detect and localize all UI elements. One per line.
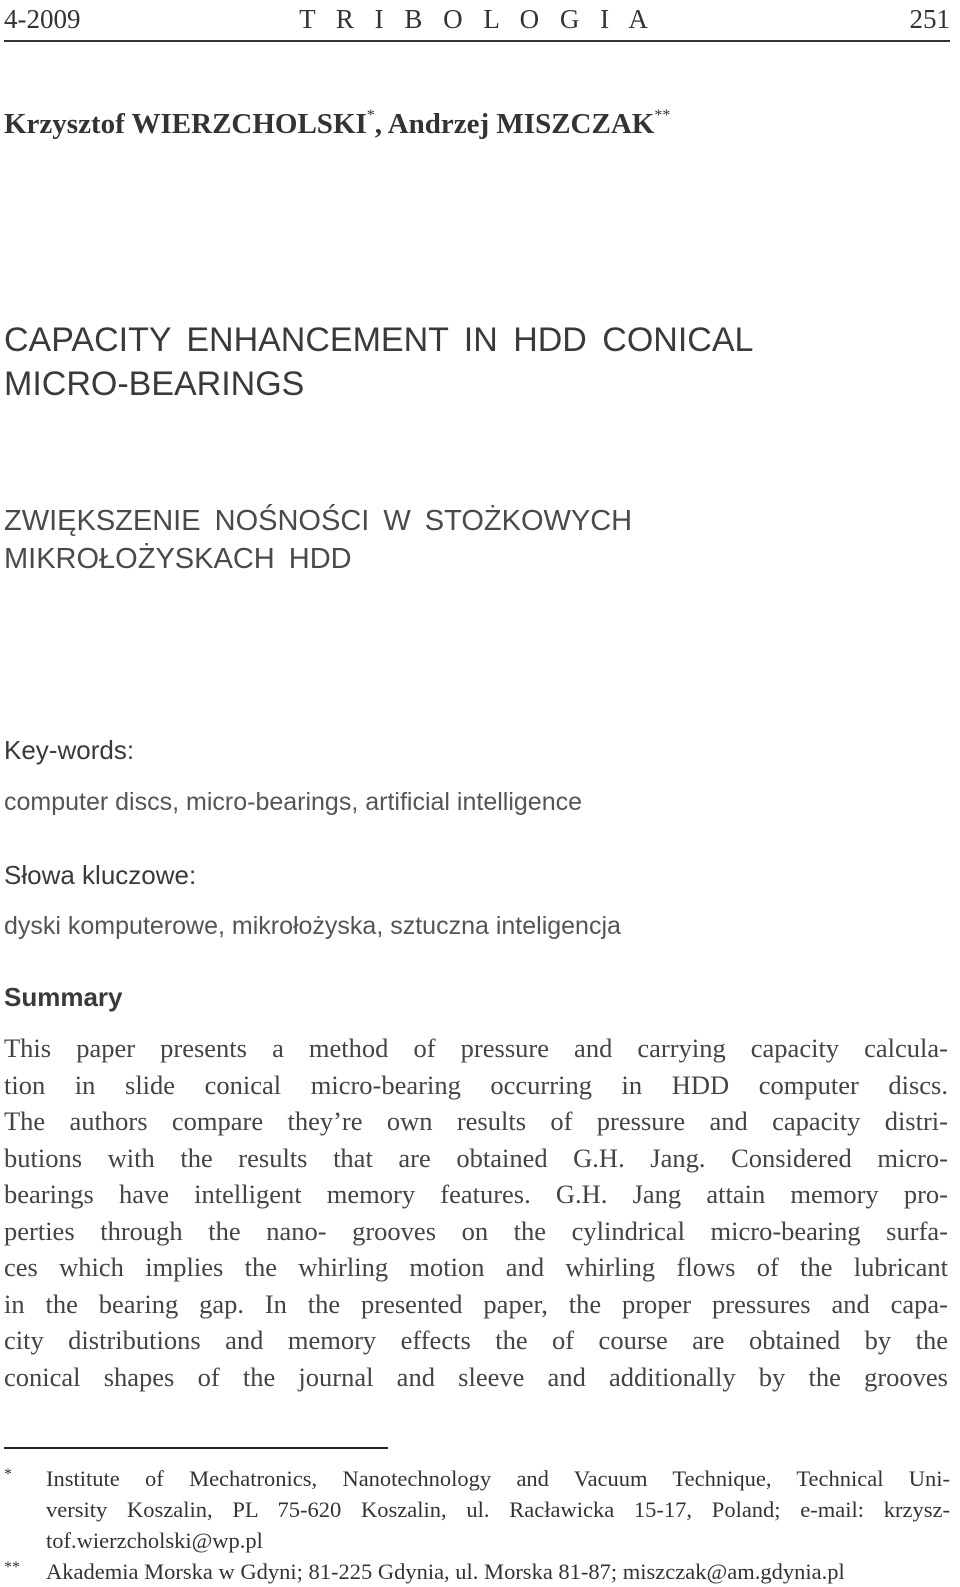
summary-line: perties through the nano- grooves on the cylindrical micro-bearing surfa- [4,1215,948,1246]
summary-line: in the bearing gap. In the presented paper, the proper pressures and capa- [4,1288,948,1319]
author-separator: , [374,108,388,140]
footnote-1-line-2: versity Koszalin, PL 75-620 Koszalin, ul. Racławicka 15-17, Poland; e-mail: krzysz- [46,1497,950,1522]
footnote-2 [4,1556,950,1587]
footnote-rule [4,1447,388,1449]
author-2-footnote-mark: ** [654,107,671,125]
summary-line: This paper presents a method of pressure and carrying capacity calcula- [4,1033,948,1063]
slowa-kluczowe-heading: Słowa kluczowe: [4,860,197,890]
footnote-1 [4,1463,950,1556]
summary-line: tion in slide conical micro-bearing occurring in HDD computer discs. [4,1069,948,1100]
slowa-kluczowe-text: dyski komputerowe, mikrołożyska, sztuczna inteligencja [4,912,621,940]
summary-line: city distributions and memory effects the of course are obtained by the [4,1325,948,1355]
author-line [4,108,670,141]
footnote-2-line-1: Akademia Morska w Gdyni; 81-225 Gdynia, ul. Morska 81-87; miszczak@am.gdynia.pl [46,1559,845,1584]
footnote-2-mark: ** [4,1559,20,1576]
summary-line: butions with the results that are obtained G.H. Jang. Considered micro- [4,1142,948,1173]
title-polish-line-2: MIKROŁOŻYSKACH HDD [4,543,352,575]
keywords-text: computer discs, micro-bearings, artificial intelligence [4,788,583,816]
summary-body [4,1030,948,1395]
footnotes [4,1463,950,1587]
page-number: 251 [909,4,950,34]
running-head [4,2,950,36]
title-english [4,318,950,406]
title-english-line-1: CAPACITY ENHANCEMENT IN HDD CONICAL [4,321,754,359]
title-polish-line-1: ZWIĘKSZENIE NOŚNOŚCI W STOŻKOWYCH [4,505,633,537]
summary-line: bearings have intelligent memory features. G.H. Jang attain memory pro- [4,1179,948,1209]
summary-heading: Summary [4,982,123,1012]
keywords-heading: Key-words: [4,735,135,765]
title-english-line-2: MICRO-BEARINGS [4,365,305,403]
journal-name: T R I B O L O G I A [299,4,655,34]
author-1: Krzysztof WIERZCHOLSKI [4,108,367,140]
summary-line: conical shapes of the journal and sleeve and additionally by the grooves [4,1361,948,1392]
author-2: Andrzej MISZCZAK [387,108,655,140]
summary-line: The authors compare they’re own results of pressure and capacity distri- [4,1106,948,1136]
footnote-1-line-1: Institute of Mechatronics, Nanotechnology and Vacuum Technique, Technical Uni- [46,1466,950,1491]
footnote-1-mark: * [4,1466,12,1483]
issue-number: 4-2009 [4,4,81,34]
footnote-1-line-3: tof.wierzcholski@wp.pl [46,1528,263,1553]
header-rule [4,40,950,42]
author-1-footnote-mark: * [366,107,375,125]
summary-line: ces which implies the whirling motion and whirling flows of the lubricant [4,1252,948,1282]
title-polish [4,502,950,578]
